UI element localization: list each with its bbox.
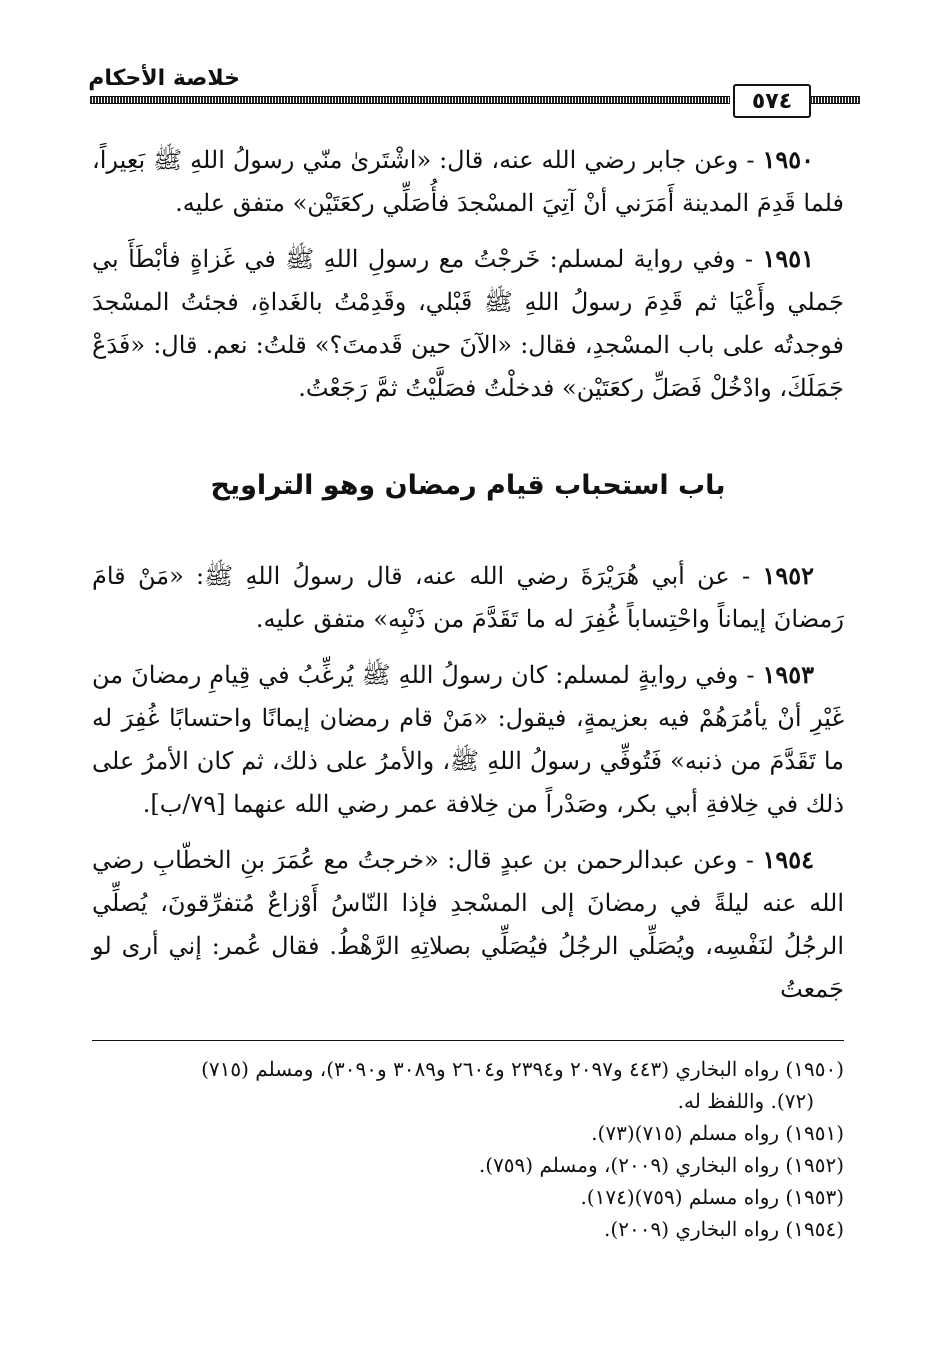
hadith-number: ١٩٥٠ bbox=[762, 145, 814, 174]
hadith-text: - وعن جابر رضي الله عنه، قال: «اشْتَرىٰ منّي رسولُ اللهِ ﷺ بَعِيراً، فلما قَدِمَ المدينة أَمَرَني أنْ آتِيَ المسْجدَ فأُصَلِّي ركعَتَيْن» متفق عليه. bbox=[92, 146, 844, 217]
hadith-paragraph bbox=[92, 138, 844, 225]
hadith-text: - وفي روايةٍ لمسلم: كان رسولُ اللهِ ﷺ يُرغِّبُ في قِيامِ رمضانَ من غَيْرِ أنْ يأمُرَهُمْ فيه بعزيمةٍ، فيقول: «مَنْ قام رمضان إيمانًا واحتسابًا غُفِرَ له ما تَقَدَّمَ من ذنبه» فَتُوفِّي رسولُ اللهِ ﷺ، والأمرُ على ذلك، ثم كان الأمرُ على ذلك في خِلافةِ أبي بكر، وصَدْراً من خِلافة عمر رضي الله عنهما [٧٩/ب]. bbox=[92, 661, 844, 818]
hadith-number: ١٩٥٤ bbox=[762, 845, 814, 874]
footnote-continuation: (٧٢). واللفظ له. bbox=[677, 1089, 814, 1113]
hadith-paragraph bbox=[92, 653, 844, 826]
header-rule bbox=[90, 96, 730, 104]
hadith-number: ١٩٥٢ bbox=[762, 561, 814, 590]
footnote: (١٩٥٣) رواه مسلم (٧٥٩)(١٧٤). bbox=[580, 1185, 844, 1209]
page-header bbox=[90, 66, 860, 116]
hadith-text: - وعن عبدالرحمن بن عبدٍ قال: «خرجتُ مع عُمَرَ بنِ الخطّابِ رضي الله عنه ليلةً في رمضانَ إلى المسْجدِ فإذا النّاسُ أَوْزاعٌ مُتفرِّقونَ، يُصلِّي الرجُلُ لنَفْسِه، ويُصَلِّي الرجُلُ فيُصَلِّي بصلاتِهِ الرَّهْطُ. فقال عُمر: إني أرى لو جَمعتُ bbox=[92, 846, 844, 1003]
footnote: (١٩٥١) رواه مسلم (٧١٥)(٧٣). bbox=[591, 1121, 844, 1145]
hadith-text: - وفي رواية لمسلم: خَرجْتُ مع رسولِ اللهِ ﷺ في غَزاةٍ فأبْطَأَ بي جَملي وأَعْيَا ثم قَدِمَ رسولُ اللهِ ﷺ قَبْلي، وقَدِمْتُ بالغَداةِ، فجئتُ المسْجدَ فوجدتُه على باب المسْجدِ، فقال: «الآنَ حين قَدمتَ؟» قلتُ: نعم. قال: «فَدَعْ جَمَلَكَ، وادْخُلْ فَصَلِّ ركعَتَيْن» فدخلْتُ فصَلَّيْتُ ثمَّ رَجَعْتُ. bbox=[92, 245, 844, 402]
hadith-paragraph bbox=[92, 838, 844, 1011]
hadith-paragraph bbox=[92, 237, 844, 410]
hadith-number: ١٩٥١ bbox=[762, 244, 814, 273]
section-heading: باب استحباب قيام رمضان وهو التراويح bbox=[210, 470, 726, 501]
running-title: خلاصة الأحكام bbox=[88, 66, 240, 91]
header-rule-right bbox=[810, 96, 860, 104]
hadith-number: ١٩٥٣ bbox=[762, 660, 814, 689]
page-number: ٥٧٤ bbox=[733, 84, 811, 118]
footnotes bbox=[92, 1040, 844, 1245]
footnote: (١٩٥٢) رواه البخاري (٢٠٠٩)، ومسلم (٧٥٩). bbox=[478, 1153, 844, 1177]
footnote: (١٩٥٠) رواه البخاري (٤٤٣ و٢٠٩٧ و٢٣٩٤ و٢٦٠٤ و٣٠٨٩ و٣٠٩٠)، ومسلم (٧١٥) bbox=[201, 1057, 844, 1081]
hadith-text: - عن أبي هُرَيْرَةَ رضي الله عنه، قال رسولُ اللهِ ﷺ: «مَنْ قامَ رَمضانَ إيماناً واحْتِساباً غُفِرَ له ما تَقَدَّمَ من ذَنْبِه» متفق عليه. bbox=[92, 562, 844, 633]
footnote: (١٩٥٤) رواه البخاري (٢٠٠٩). bbox=[604, 1217, 844, 1241]
hadith-paragraph bbox=[92, 554, 844, 641]
main-text bbox=[92, 138, 844, 1023]
